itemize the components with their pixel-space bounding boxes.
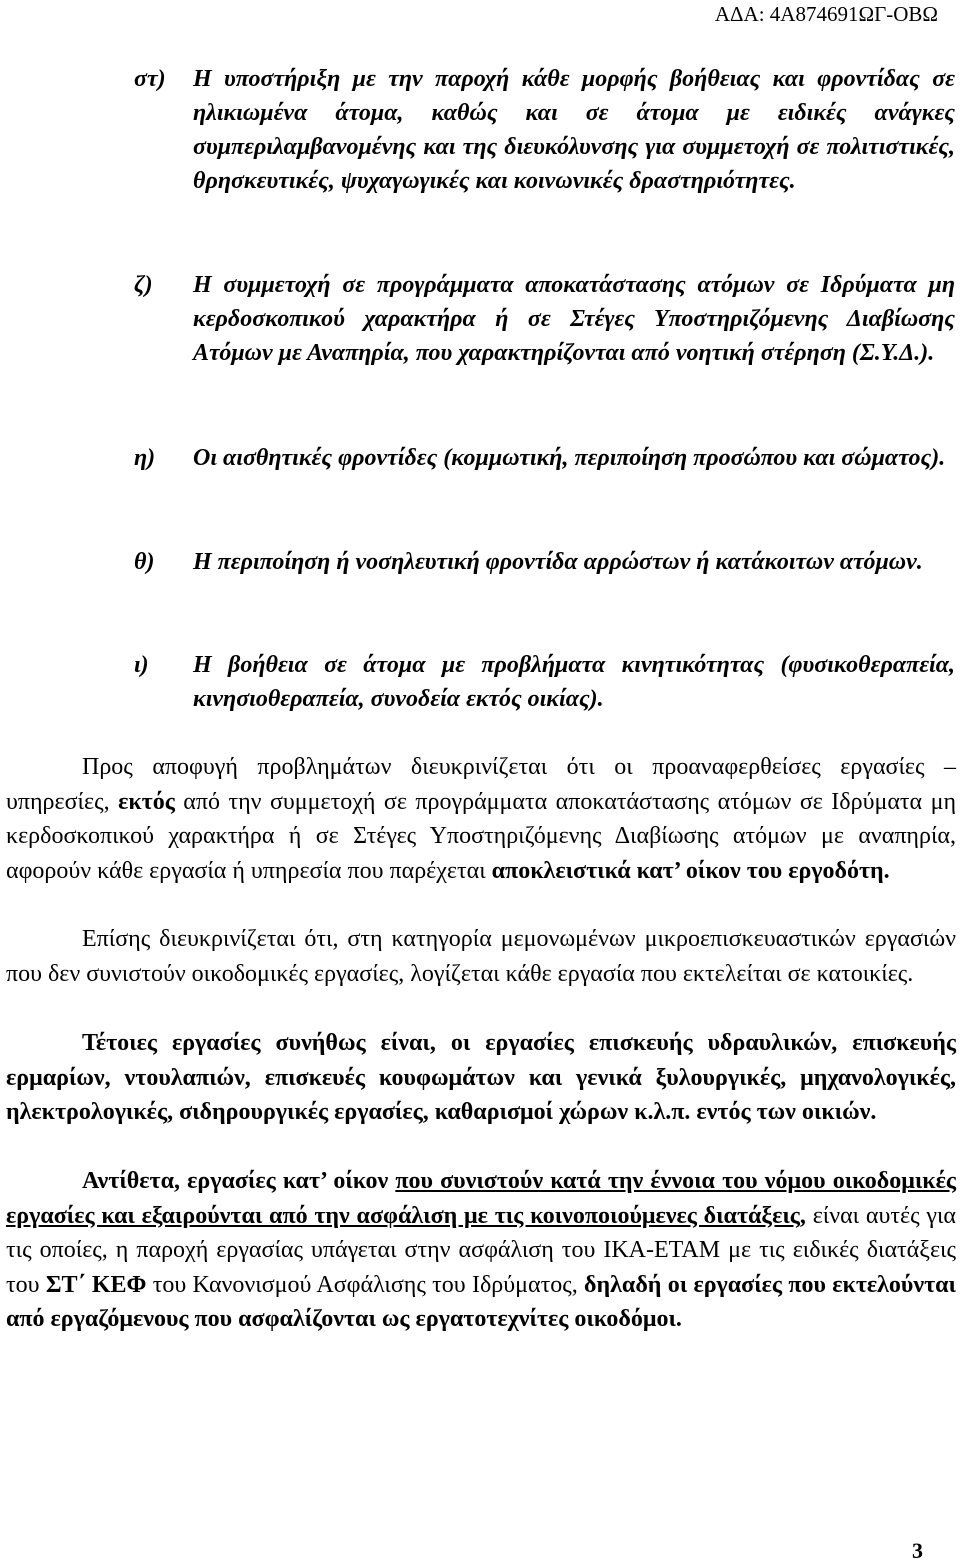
underlined-emphasis-text: που συνιστούν κατά την έννοια του νόμου οικοδομικές εργασίες και εξαιρούνται από την ασφάλιση με τις κοινοποιούμενες διατάξεις, [6,1168,956,1229]
list-item-text: Οι αισθητικές φροντίδες (κομμωτική, περιποίηση προσώπου και σώματος). [193,445,946,471]
paragraph-text: είναι αυτές για τις οποίες, η παροχή εργασίας υπάγεται στην ασφάλιση του ΙΚΑ-ΕΤΑΜ με τις ειδικές διατάξεις του [6,1202,956,1298]
list-item-label: ζ) [134,272,153,298]
paragraph-repair-examples [6,1026,956,1130]
emphasis-text: αποκλειστικά κατ’ οίκον του εργοδότη. [491,857,890,884]
paragraph-text: του Κανονισμού Ασφάλισης του Ιδρύματος, [146,1271,585,1298]
document-id-header: ΑΔΑ: 4Α874691ΩΓ-ΟΒΩ [714,2,938,26]
list-item-text: Η συμμετοχή σε προγράμματα αποκατάστασης ατόμων σε Ιδρύματα μη κερδοσκοπικού χαρακτήρα ή σε Στέγες Υποστηριζόμενης Διαβίωσης Ατόμων με Αναπηρία, που χαρακτηρίζονται από νοητική στέρηση (Σ.Υ.Δ.). [193,272,955,366]
list-item-text: Η υποστήριξη με την παροχή κάθε μορφής βοήθειας και φροντίδας σε ηλικιωμένα άτομα, καθώς και σε άτομα με ειδικές ανάγκες συμπεριλαμβανομένης και της διευκόλυνσης για συμμετοχή σε πολιτιστικές, θρησκευτικές, ψυχαγωγικές και κοινωνικές δραστηριότητες. [193,66,955,194]
emphasis-text: Αντίθετα, εργασίες κατ’ οίκον [82,1168,396,1194]
paragraph-text: από την συμμετοχή σε προγράμματα αποκατάστασης ατόμων σε Ιδρύματα μη κερδοσκοπικού χαρακτήρα ή σε Στέγες Υποστηριζόμενης Διαβίωσης ατόμων με αναπηρία, αφορούν κάθε εργασία ή υπηρεσία που παρέχεται [6,788,957,884]
list-item-label: ι) [134,652,149,678]
paragraph-text: Επίσης διευκρινίζεται ότι, στη κατηγορία μεμονωμένων μικροεπισκευαστικών εργασιών που δεν συνιστούν οικοδομικές εργασίες, λογίζεται κάθε εργασία που εκτελείται σε κατοικίες. [6,926,956,987]
paragraph-repairs-definition [6,922,956,991]
list-item-text: Η βοήθεια σε άτομα με προβλήματα κινητικότητας (φυσικοθεραπεία, κινησιοθεραπεία, συνοδεία εκτός οικίας). [193,652,955,712]
list-item-label: η) [134,445,156,471]
list-item-label: στ) [134,66,166,92]
paragraph-text: Προς αποφυγή προβλημάτων διευκρινίζεται ότι οι προαναφερθείσες εργασίες – υπηρεσίες, [6,754,956,815]
paragraph-construction-works [6,1164,956,1337]
emphasis-text: δηλαδή οι εργασίες που εκτελούνται από εργαζόμενους που ασφαλίζονται ως εργατοτεχνίτες οικοδόμοι. [6,1271,957,1332]
page-number: 3 [912,1538,923,1563]
paragraph-text: Τέτοιες εργασίες συνήθως είναι, οι εργασίες επισκευής υδραυλικών, επισκευής ερμαρίων, ντουλαπιών, επισκευές κουφωμάτων και γενικά ξυλουργικές, μηχανολογικές, ηλεκτρολογικές, σιδηρουργικές εργασίες, καθαρισμοί χώρων κ.λ.π. εντός των οικιών. [6,1030,956,1125]
emphasis-text: ΣΤ΄ ΚΕΦ [45,1271,147,1298]
list-item-text: Η περιποίηση ή νοσηλευτική φροντίδα αρρώστων ή κατάκοιτων ατόμων. [193,549,923,575]
emphasis-text: εκτός [118,788,175,815]
paragraph-clarification [6,750,956,888]
list-item-label: θ) [134,549,155,575]
